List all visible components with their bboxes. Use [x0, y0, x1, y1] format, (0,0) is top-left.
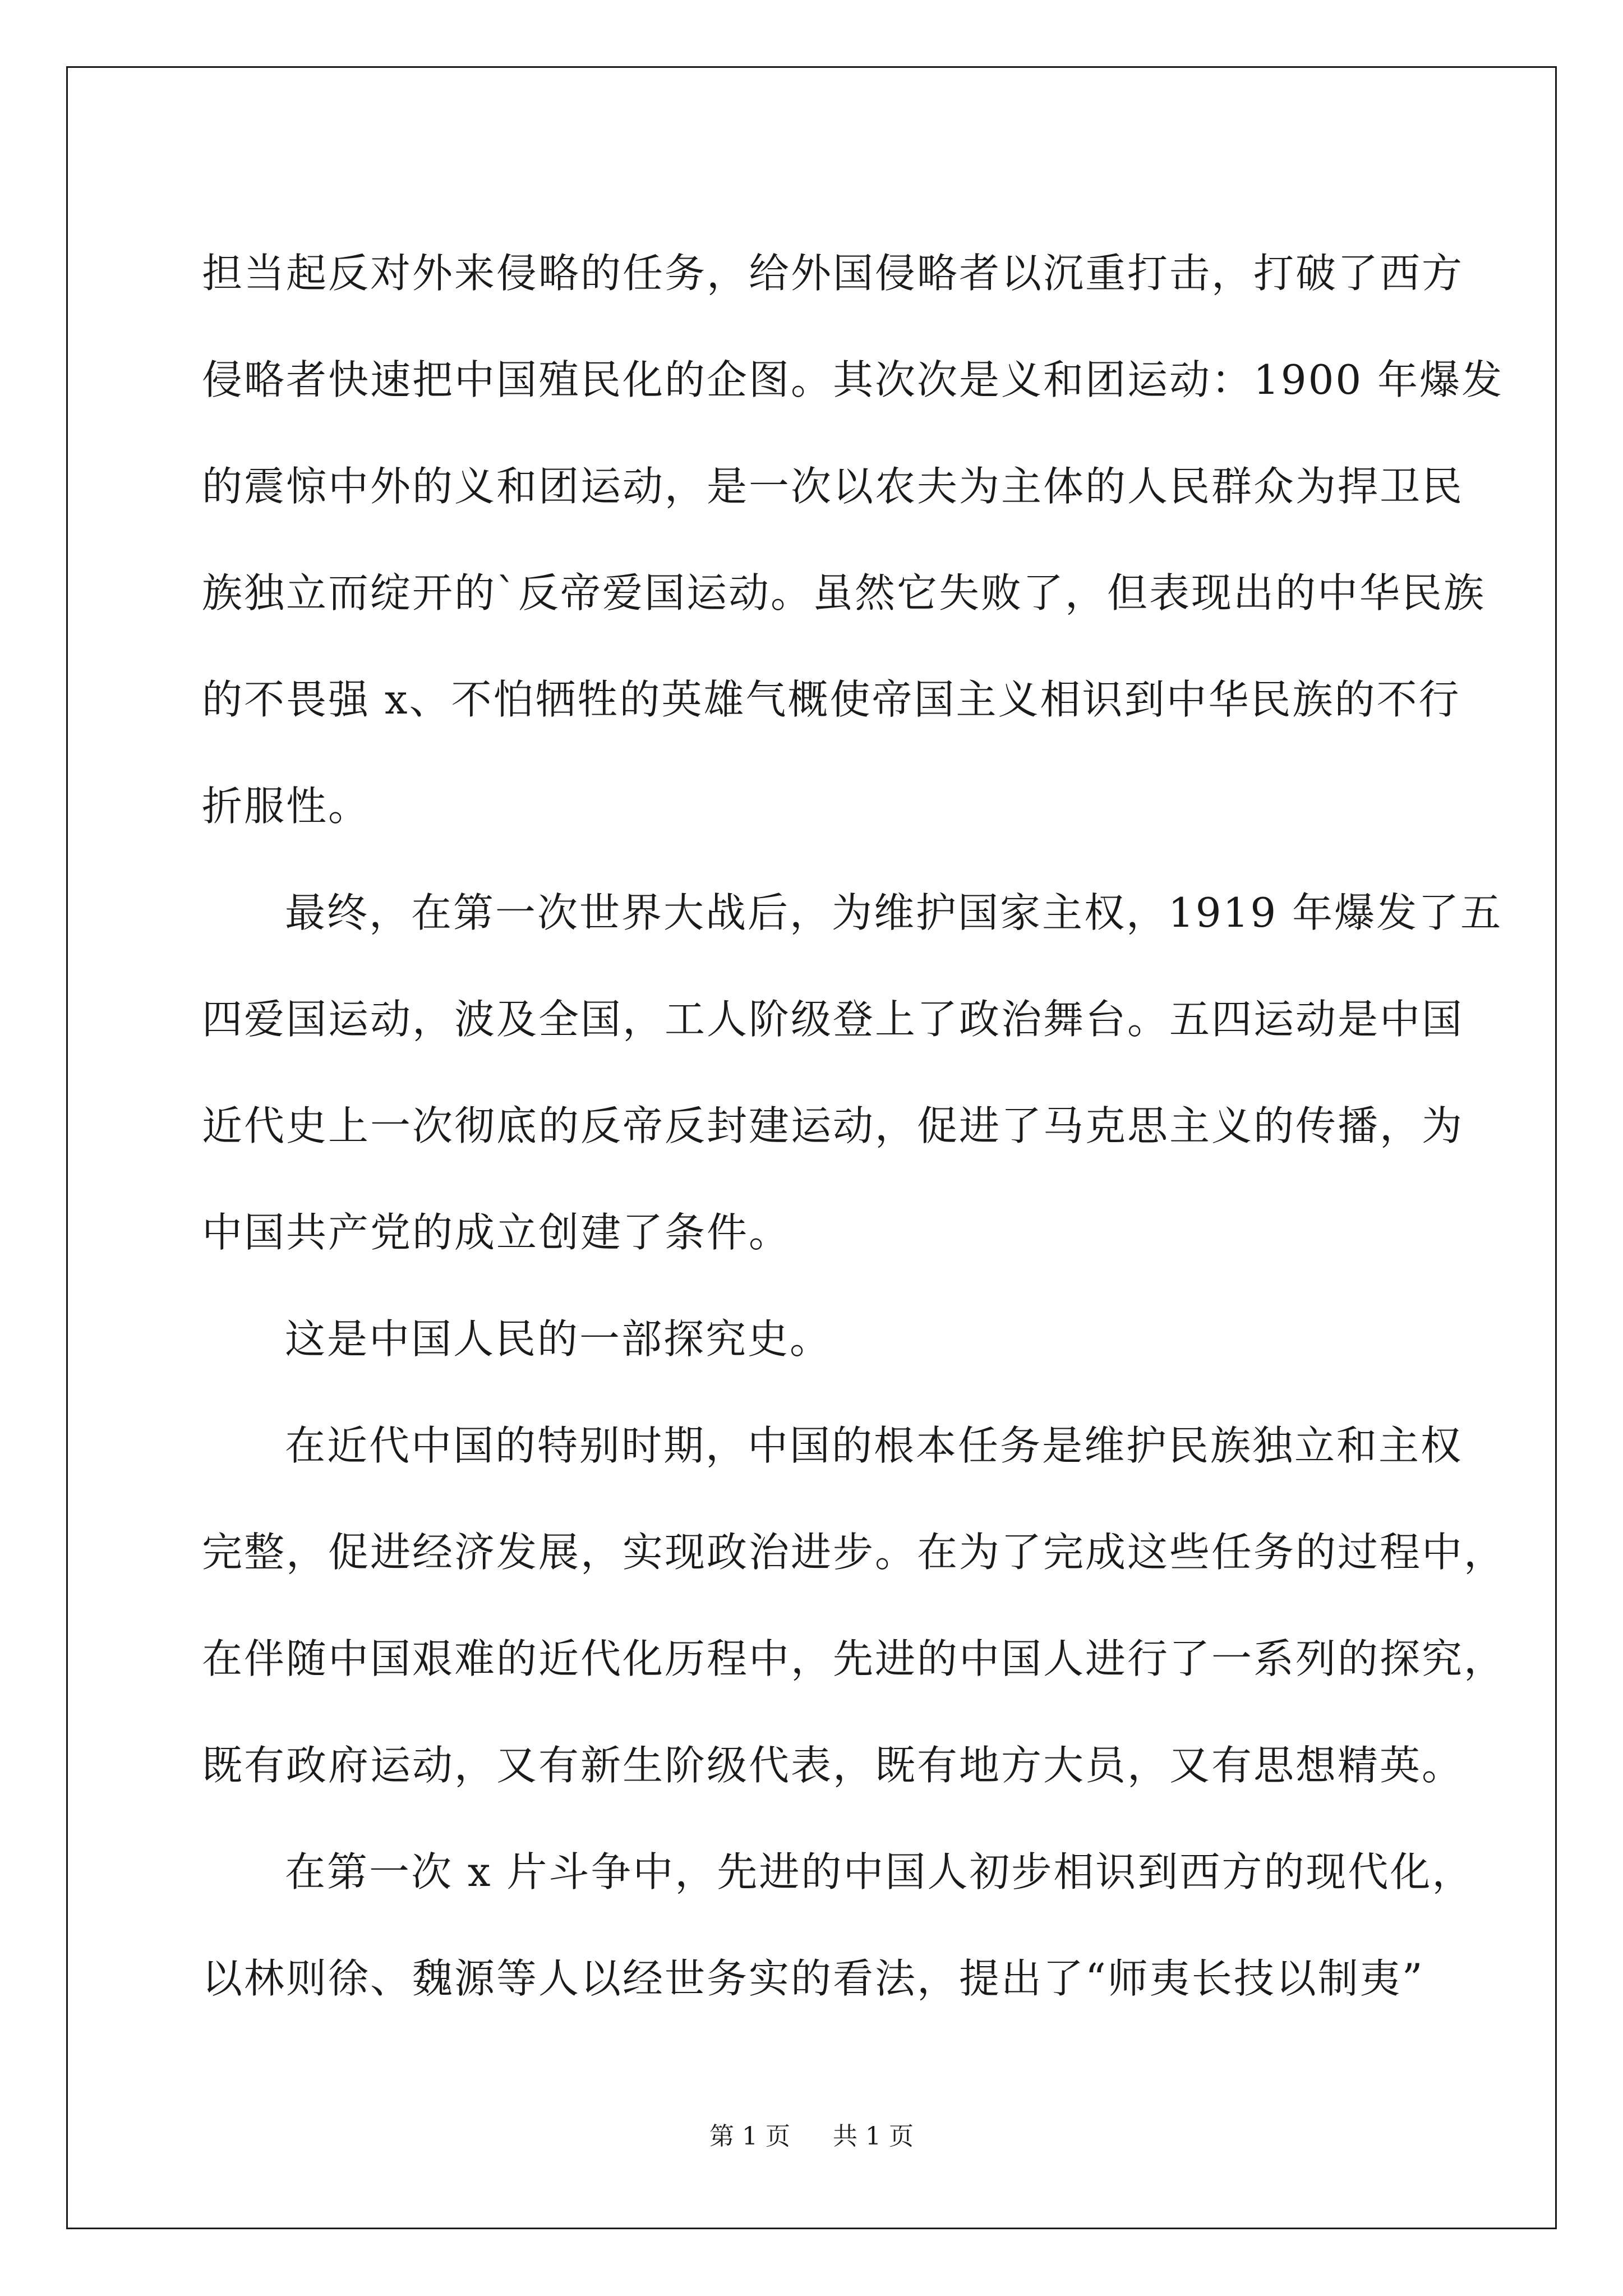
text-line: 既有政府运动，又有新生阶级代表，既有地方大员，又有思想精英。 [202, 1742, 1464, 1789]
page-number-total: 共 1 页 [833, 2122, 914, 2151]
page-footer [0, 2116, 1623, 2152]
document-body [202, 220, 1506, 2032]
text-line: 完整，促进经济发展，实现政治进步。在为了完成这些任务的过程中， [202, 1529, 1506, 1576]
text-line: 这是中国人民的一部探究史。 [285, 1315, 832, 1363]
text-line: 担当起反对外来侵略的任务，给外国侵略者以沉重打击，打破了西方 [202, 250, 1464, 297]
text-line: 四爱国运动，波及全国，工人阶级登上了政治舞台。五四运动是中国 [202, 996, 1464, 1043]
text-line: 侵略者快速把中国殖民化的企图。其次次是义和团运动：1900 年爆发 [202, 356, 1504, 403]
text-line: 最终，在第一次世界大战后，为维护国家主权，1919 年爆发了五 [285, 889, 1503, 936]
text-line: 以林则徐、魏源等人以经世务实的看法，提出了“师夷长技以制夷” [202, 1955, 1424, 2002]
text-line: 在第一次 x 片斗争中，先进的中国人初步相识到西方的现代化， [285, 1848, 1474, 1895]
text-line: 在伴随中国艰难的近代化历程中，先进的中国人进行了一系列的探究， [202, 1635, 1506, 1682]
text-line: 的不畏强 x、不怕牺牲的英雄气概使帝国主义相识到中华民族的不行 [202, 676, 1461, 723]
text-line: 在近代中国的特别时期，中国的根本任务是维护民族独立和主权 [285, 1422, 1463, 1469]
text-line: 的震惊中外的义和团运动，是一次以农夫为主体的人民群众为捍卫民 [202, 463, 1464, 510]
text-line: 中国共产党的成立创建了条件。 [202, 1209, 791, 1256]
text-line: 近代史上一次彻底的反帝反封建运动，促进了马克思主义的传播，为 [202, 1102, 1464, 1149]
text-line: 族独立而绽开的`反帝爱国运动。虽然它失败了，但表现出的中华民族 [202, 569, 1486, 616]
page-number-current: 第 1 页 [709, 2122, 790, 2151]
text-line: 折服性。 [202, 783, 371, 830]
